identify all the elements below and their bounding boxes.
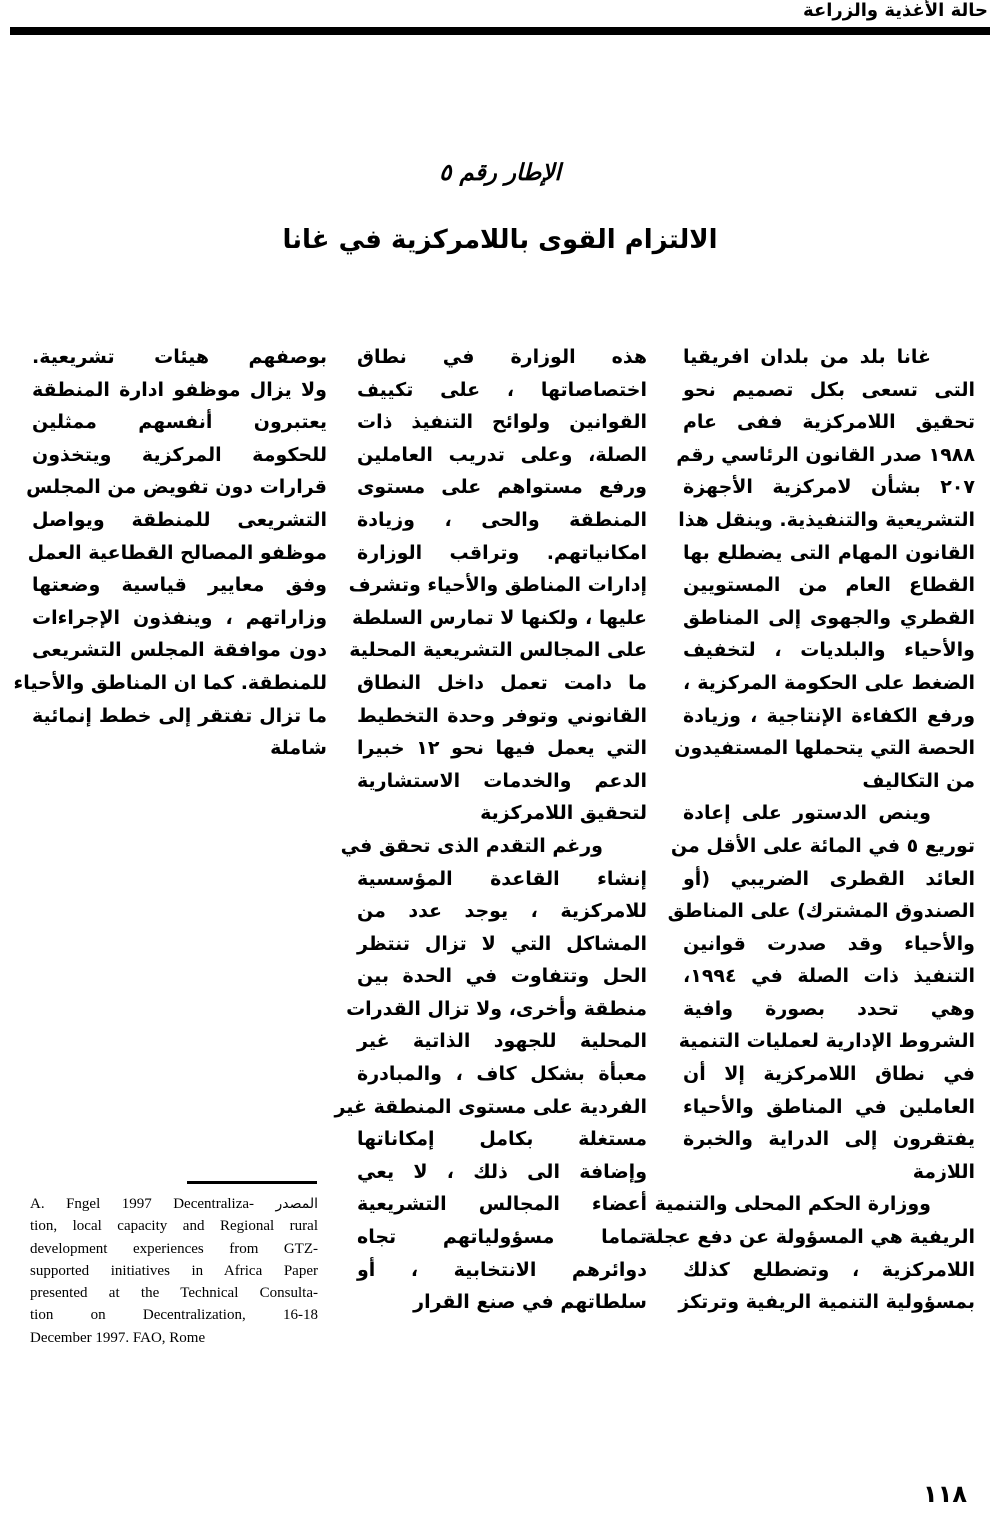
text-line: ورفع مستواهم على مستوى bbox=[357, 476, 647, 499]
text-line: أعضاء المجالس التشريعية bbox=[357, 1193, 647, 1216]
text-line: ما دامت تعمل داخل النطاق bbox=[357, 671, 647, 694]
paragraph bbox=[13, 341, 327, 765]
text-line: إنشاء القاعدة المؤسسية bbox=[357, 867, 647, 890]
text-line: القطاع العام من المستويين bbox=[683, 574, 975, 597]
text-line: للامركزية ، يوجد عدد من bbox=[357, 900, 647, 923]
text-line: اللازمة bbox=[912, 1160, 975, 1183]
text-line: الفردية على مستوى المنطقة غير bbox=[334, 1095, 647, 1118]
text-line: ولا يزال موظفو ادارة المنطقة bbox=[32, 378, 327, 401]
text-line: اللامركزية ، وتضطلع كذلك bbox=[683, 1258, 975, 1281]
text-line: الصلة، وعلى تدريب العاملين bbox=[357, 443, 647, 466]
text-line: الصندوق المشترك) على المناطق bbox=[667, 900, 975, 923]
text-line: معبأة بشكل كاف ، والمبادرة bbox=[357, 1063, 647, 1086]
text-line: القانوني وتوفر وحدة التخطيط bbox=[357, 704, 647, 727]
text-line: الدعم والخدمات الاستشارية bbox=[357, 769, 647, 792]
text-line: الريفية هي المسؤولة عن دفع عجلة bbox=[644, 1226, 975, 1249]
text-line: العائد القطرى الضريبي (أو bbox=[683, 867, 975, 890]
text-line: للمنطقة. كما ان المناطق والأحياء bbox=[13, 671, 327, 694]
text-line: والأحياء وقد صدرت قوانين bbox=[683, 932, 975, 955]
text-line: دوائرهم الانتخابية ، أو bbox=[357, 1258, 647, 1281]
text-line: امكانياتهم. وتراقب الوزارة bbox=[357, 541, 647, 564]
text-line: وزاراتهم ، وينفذون الإجراءات bbox=[32, 606, 327, 629]
text-line: توريع ٥ في المائة على الأقل من bbox=[670, 834, 975, 857]
footnote bbox=[30, 1193, 318, 1349]
text-line: مستغلة بكامل إمكاناتها bbox=[357, 1128, 647, 1151]
text-line: القطري والجهوى إلى المناطق bbox=[683, 606, 975, 629]
footnote-rule bbox=[187, 1181, 317, 1184]
footnote-line: development experiences from GTZ- bbox=[30, 1240, 318, 1257]
text-line: بوصفهم هيئات تشريعية. bbox=[32, 346, 327, 368]
text-line: الحل وتتفاوت في الحدة بين bbox=[357, 965, 647, 988]
paragraph bbox=[348, 341, 647, 830]
footnote-line: tion, local capacity and Regional rural bbox=[30, 1218, 318, 1235]
text-line: وهي تحدد بصورة وافية bbox=[683, 997, 975, 1020]
text-line: وفق معايير قياسية وضعتها bbox=[32, 574, 327, 597]
header-rule bbox=[10, 27, 990, 35]
box-title: الالتزام القوى باللامركزية في غانا bbox=[282, 225, 718, 255]
text-line: القوانين ولوائح التنفيذ ذات bbox=[357, 411, 647, 434]
text-line: وينص الدستور على إعادة bbox=[683, 802, 931, 825]
text-line: منطقة وأخرى، ولا تزال القدرات bbox=[346, 997, 647, 1020]
text-line: اختصاصاتها ، على تكييف bbox=[357, 378, 647, 401]
text-line: ورفع الكفاءة الإنتاجية ، وزيادة bbox=[683, 704, 975, 727]
text-line: ورغم التقدم الذى تحقق في bbox=[340, 834, 603, 857]
text-line: بمسؤولية التنمية الريفية وترتكز bbox=[678, 1291, 975, 1314]
text-line: الضغط على الحكومة المركزية ، bbox=[683, 671, 975, 694]
text-line: غانا بلد من بلدان افريقيا bbox=[683, 346, 931, 368]
text-line: الحصة التي يتحملها المستفيدون bbox=[674, 737, 975, 760]
column-left bbox=[13, 341, 327, 765]
footnote-line: December 1997. FAO, Rome bbox=[30, 1329, 206, 1346]
text-line: ١٩٨٨ صدر القانون الرئاسي رقم bbox=[676, 443, 975, 466]
text-line: القانون المهام التى يضطلع بها bbox=[683, 541, 975, 564]
text-line: قرارات دون تفويض من المجلس bbox=[26, 476, 327, 499]
text-line: سلطاتهم في صنع القرار bbox=[413, 1291, 647, 1314]
footnote-line: presented at the Technical Consulta- bbox=[30, 1285, 318, 1302]
text-line: المشاكل التي لا تزال تنتظر bbox=[357, 932, 647, 955]
text-line: لتحقيق اللامركزية bbox=[480, 802, 647, 825]
paragraph bbox=[644, 1188, 975, 1318]
text-line: التشريعية والتنفيذية. وينقل هذا bbox=[678, 508, 975, 531]
text-line: والأحياء والبلديات ، لتخفيف bbox=[683, 639, 975, 662]
text-line: من التكاليف bbox=[862, 769, 975, 792]
text-line: دون موافقة المجلس التشريعى bbox=[32, 639, 327, 662]
text-line: المنطقة والحى ، وزيادة bbox=[357, 508, 647, 531]
text-line: المحلية للجهود الذاتية غير bbox=[357, 1030, 647, 1053]
text-line: التى تسعى بكل تصميم نحو bbox=[683, 378, 975, 401]
text-line: إدارات المناطق والأحياء وتشرف bbox=[348, 574, 647, 597]
column-right bbox=[644, 341, 975, 1319]
footnote-line: supported initiatives in Africa Paper bbox=[30, 1262, 318, 1279]
text-line: التي يعمل فيها نحو ١٢ خبيرا bbox=[357, 737, 647, 760]
text-line: العاملين في المناطق والأحياء bbox=[683, 1095, 975, 1118]
text-line: تماما مسؤولياتهم تجاه bbox=[357, 1226, 647, 1249]
text-line: في نطاق اللامركزية إلا أن bbox=[683, 1063, 975, 1086]
page-number: ١١٨ bbox=[923, 1480, 967, 1508]
text-line: يعتبرون أنفسهم ممثلين bbox=[32, 411, 327, 434]
text-line: التشريعى للمنطقة ويواصل bbox=[32, 508, 327, 531]
text-line: تحقيق اللامركزية ففى عام bbox=[683, 411, 975, 434]
text-line: ووزارة الحكم المحلى والتنمية bbox=[654, 1193, 931, 1216]
footnote-line: tion on Decentralization, 16-18 bbox=[30, 1307, 318, 1324]
text-line: للحكومة المركزية ويتخذون bbox=[32, 443, 327, 466]
footnote-line: A. Fngel 1997 Decentraliza- المصدر bbox=[30, 1196, 318, 1212]
text-line: وإضافة الى ذلك ، لا يعي bbox=[357, 1160, 647, 1183]
text-line: هذه الوزارة في نطاق bbox=[357, 346, 647, 368]
box-label: الإطار رقم ٥ bbox=[439, 160, 561, 186]
paragraph bbox=[334, 830, 647, 1319]
text-line: عليها ، ولكنها لا تمارس السلطة bbox=[352, 606, 647, 629]
paragraph bbox=[674, 341, 975, 797]
column-middle bbox=[334, 341, 647, 1319]
text-line: الشروط الإدارية لعمليات التنمية bbox=[678, 1030, 975, 1053]
text-line: يفتقرون إلى الدراية والخبرة bbox=[683, 1128, 975, 1151]
running-head-title: حالة الأغذية والزراعة bbox=[803, 0, 988, 21]
text-line: التنفيذ ذات الصلة في ١٩٩٤، bbox=[683, 965, 975, 988]
text-line: ما تزال تفتقر إلى خطط إنمائية bbox=[32, 704, 327, 727]
text-line: ٢٠٧ بشأن لامركزية الأجهزة bbox=[683, 476, 975, 499]
text-line: موظفو المصالح القطاعية العمل bbox=[27, 541, 327, 564]
footnote-source-label: المصدر bbox=[275, 1196, 318, 1212]
text-line: على المجالس التشريعية المحلية bbox=[349, 639, 647, 662]
text-line: شاملة bbox=[270, 737, 327, 760]
paragraph bbox=[667, 797, 975, 1188]
